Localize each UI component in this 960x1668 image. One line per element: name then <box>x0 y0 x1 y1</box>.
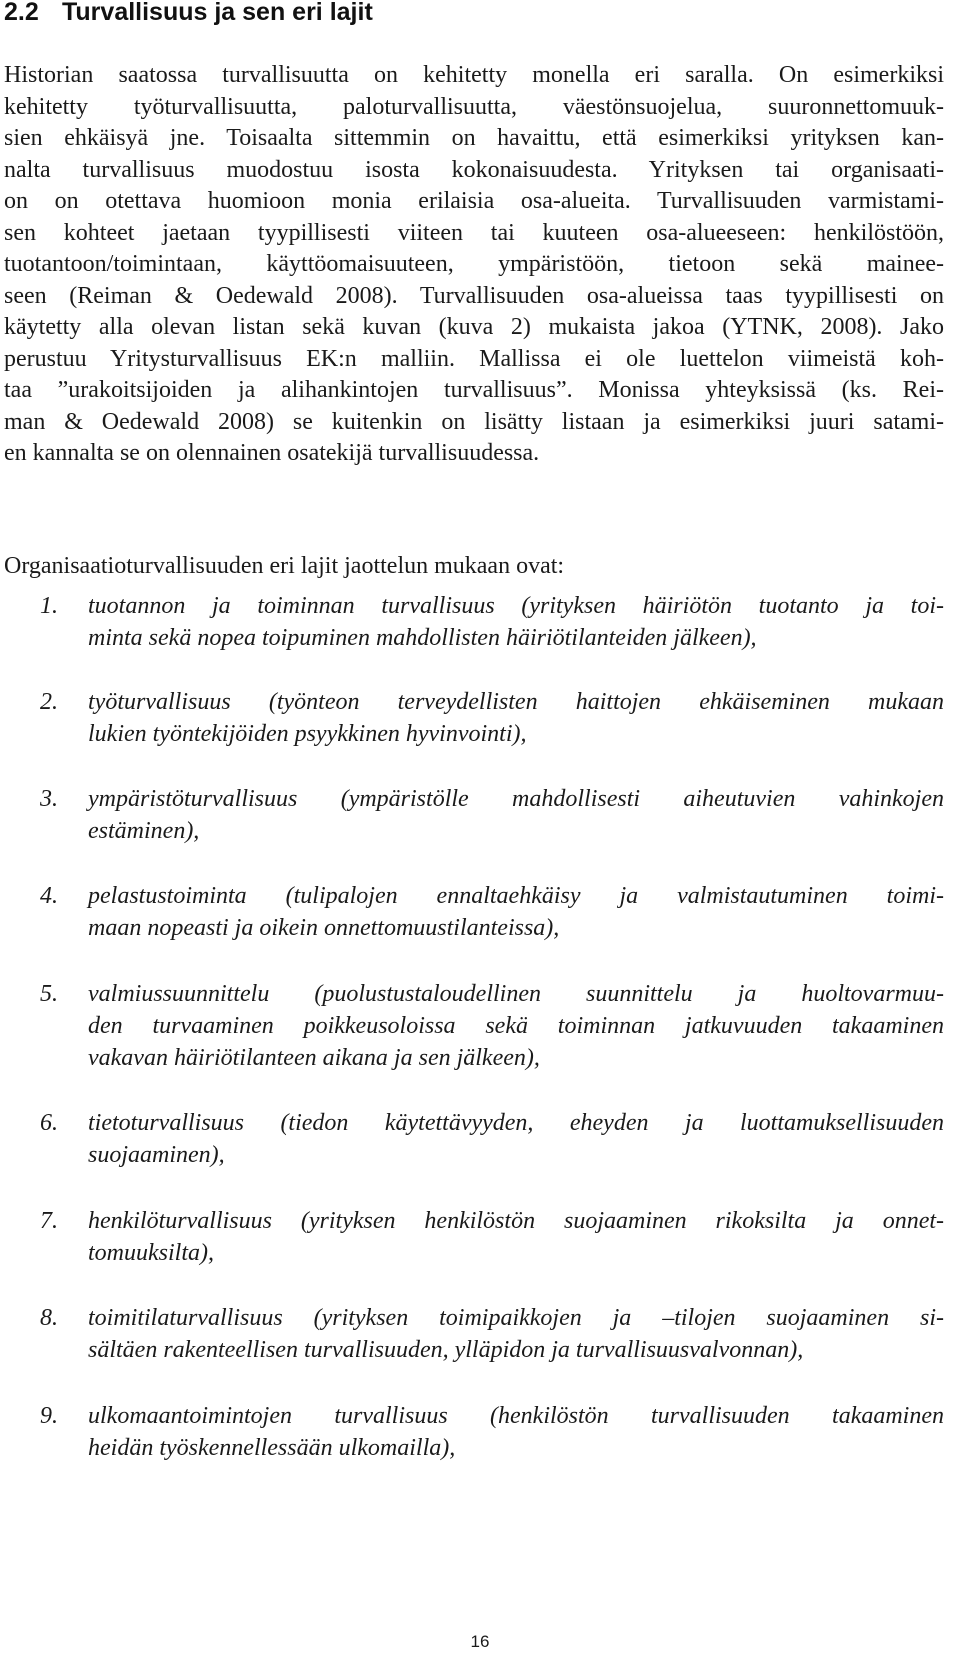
list-item-text <box>88 1400 944 1464</box>
list-item-number: 3. <box>40 786 58 812</box>
list-item-line: toimitilaturvallisuus (yrityksen toimipaikkojen ja –tilojen suojaaminen si- <box>88 1305 944 1331</box>
list-item-line: minta sekä nopea toipuminen mahdollisten häiriötilanteiden jälkeen), <box>88 625 757 651</box>
list-item <box>4 880 944 944</box>
paragraph-line: seen (Reiman & Oedewald 2008). Turvallisuuden osa-alueissa taas tyypillisesti on <box>4 282 944 309</box>
paragraph-line: nalta turvallisuus muodostuu isosta kokonaisuudesta. Yrityksen tai organisaati- <box>4 156 944 183</box>
list-item-line: pelastustoiminta (tulipalojen ennaltaehkäisy ja valmistautuminen toimi- <box>88 883 944 909</box>
list-item-line: heidän työskennellessään ulkomailla), <box>88 1435 456 1461</box>
list-item-line: suojaaminen), <box>88 1142 225 1168</box>
list-item-number: 2. <box>40 689 58 715</box>
paragraph-line: en kannalta se on olennainen osatekijä turvallisuudessa. <box>4 440 540 466</box>
list-item-line: lukien työntekijöiden psyykkinen hyvinvointi), <box>88 721 527 747</box>
list-item-number: 4. <box>40 883 58 909</box>
paragraph-line: on on otettava huomioon monia erilaisia osa-alueita. Turvallisuuden varmistami- <box>4 188 944 214</box>
section-number: 2.2 <box>4 0 39 26</box>
paragraph-line: sien ehkäisyä jne. Toisaalta sittemmin on havaittu, että esimerkiksi yrityksen kan- <box>4 125 944 151</box>
paragraph-line: Historian saatossa turvallisuutta on kehitetty monella eri saralla. On esimerkiksi <box>4 62 944 88</box>
paragraph-line: sen kohteet jaetaan tyypillisesti viiteen tai kuuteen osa-alueeseen: henkilöstöön, <box>4 219 944 246</box>
list-item-text <box>88 590 944 654</box>
list-item-text <box>88 1302 944 1366</box>
list-item-line: valmiussuunnittelu (puolustustaloudellinen suunnittelu ja huoltovarmuu- <box>88 981 944 1007</box>
list-item <box>4 686 944 750</box>
list-item-text <box>88 783 944 847</box>
paragraph-line: kehitetty työturvallisuutta, paloturvallisuutta, väestönsuojelua, suuronnettomuuk- <box>4 93 944 120</box>
list-item-line: tuotannon ja toiminnan turvallisuus (yrityksen häiriötön tuotanto ja toi- <box>88 593 944 619</box>
list-item <box>4 1400 944 1464</box>
list-item-line: vakavan häiriötilanteen aikana ja sen jälkeen), <box>88 1045 540 1071</box>
paragraph-line: käytetty alla olevan listan sekä kuvan (kuva 2) mukaista jakoa (YTNK, 2008). Jako <box>4 314 944 340</box>
list-item-text <box>88 1205 944 1269</box>
list-item-line: tietoturvallisuus (tiedon käytettävyyden, eheyden ja luottamuksellisuuden <box>88 1110 944 1136</box>
list-item-text <box>88 1107 944 1171</box>
list-item <box>4 783 944 847</box>
list-item <box>4 1205 944 1269</box>
list-item-line: työturvallisuus (työnteon terveydellisten haittojen ehkäiseminen mukaan <box>88 689 944 715</box>
list-item-number: 1. <box>40 593 58 619</box>
list-item-line: henkilöturvallisuus (yrityksen henkilöstön suojaaminen rikoksilta ja onnet- <box>88 1208 944 1234</box>
list-item-line: tomuuksilta), <box>88 1240 214 1266</box>
paragraph-line: perustuu Yritysturvallisuus EK:n malliin. Mallissa ei ole luettelon viimeistä koh- <box>4 345 944 372</box>
paragraph-line: man & Oedewald 2008) se kuitenkin on lisätty listaan ja esimerkiksi juuri satami- <box>4 408 944 435</box>
list-item-line: estäminen), <box>88 818 200 844</box>
list-item <box>4 978 944 1074</box>
list-item-line: den turvaaminen poikkeusoloissa sekä toiminnan jatkuvuuden takaaminen <box>88 1013 944 1039</box>
paragraph-line: tuotantoon/toimintaan, käyttöomaisuuteen, ympäristöön, tietoon sekä maineе- <box>4 251 944 277</box>
paragraph-line: taa ”urakoitsijoiden ja alihankintojen turvallisuus”. Monissa yhteyksissä (ks. Rei- <box>4 377 944 403</box>
list-item-number: 5. <box>40 981 58 1007</box>
list-item-text <box>88 686 944 750</box>
list-item-number: 8. <box>40 1305 58 1331</box>
list-item-line: ulkomaantoimintojen turvallisuus (henkilöstön turvallisuuden takaaminen <box>88 1403 944 1429</box>
list-item-number: 7. <box>40 1208 58 1234</box>
list-item <box>4 1302 944 1366</box>
body-paragraph <box>4 60 944 470</box>
list-item-number: 6. <box>40 1110 58 1136</box>
list-item-line: maan nopeasti ja oikein onnettomuustilanteissa), <box>88 915 560 941</box>
list-item-line: sältäen rakenteellisen turvallisuuden, ylläpidon ja turvallisuusvalvonnan), <box>88 1337 804 1363</box>
page-number: 16 <box>470 1632 490 1651</box>
section-title: Turvallisuus ja sen eri lajit <box>62 0 373 26</box>
list-item-text <box>88 880 944 944</box>
list-item-number: 9. <box>40 1403 58 1429</box>
list-item-line: ympäristöturvallisuus (ympäristölle mahdollisesti aiheutuvien vahinkojen <box>88 786 944 812</box>
section-heading <box>4 0 373 30</box>
list-item <box>4 590 944 654</box>
list-intro: Organisaatioturvallisuuden eri lajit jaottelun mukaan ovat: <box>4 553 565 579</box>
list-item-text <box>88 978 944 1074</box>
list-item <box>4 1107 944 1171</box>
